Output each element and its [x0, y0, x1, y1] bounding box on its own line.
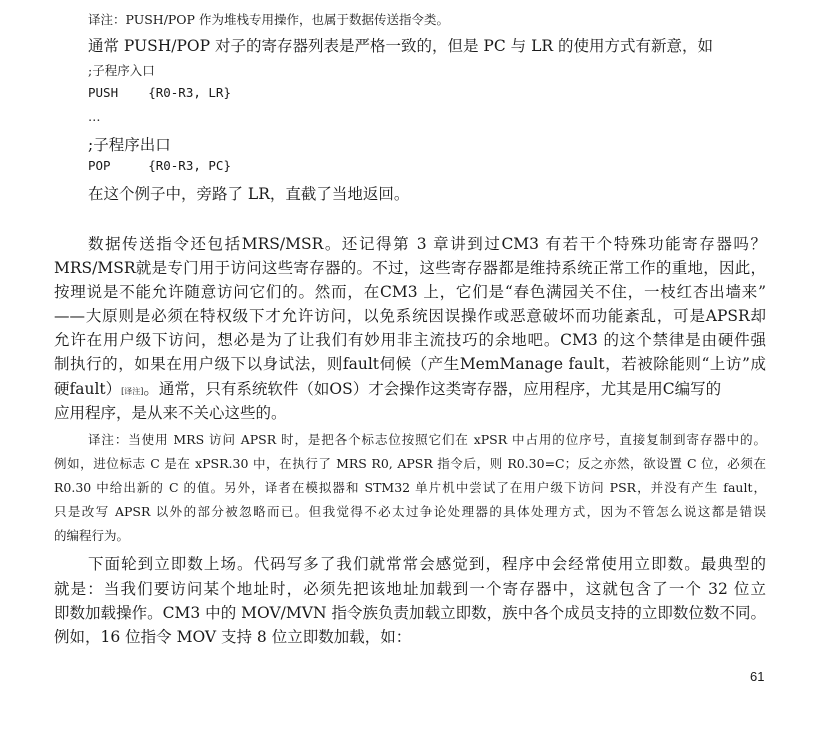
translator-note-apsr-line: R0.30 中给出新的 C 的值。另外，译者在模拟器和 STM32 单片机中尝试了在用户级下访问 PSR，并没有产生 fault，: [54, 480, 766, 495]
paragraph-push-pop: 通常 PUSH/POP 对子的寄存器列表是严格一致的，但是 PC 与 LR 的使用方式有新意，如: [88, 37, 713, 55]
code-comment-entry: ;子程序入口: [88, 63, 155, 78]
system-software-text: 。通常，只有系统软件（如OS）才会操作这类寄存器，应用程序，尤其是用C编写的: [143, 380, 722, 398]
translator-note-apsr-end: 的编程行为。: [54, 528, 130, 543]
paragraph-immediate-line: 即数加载操作。CM3 中的 MOV/MVN 指令族负责加载立即数，族中各个成员支持的立即数位数不同。: [54, 604, 766, 622]
paragraph-mrs-msr-line: 允许在用户级下访问，想必是为了让我们有妙用非主流技巧的余地吧。CM3 的这个禁律是由硬件强: [54, 331, 766, 349]
paragraph-mrs-msr-line: MRS/MSR就是专门用于访问这些寄存器的。不过，这些寄存器都是维持系统正常工作的重地，因此，: [54, 259, 766, 277]
translator-note-push-pop: 译注：PUSH/POP 作为堆栈专用操作，也属于数据传送指令类。: [88, 12, 449, 27]
translator-note-apsr-line: 译注：当使用 MRS 访问 APSR 时，是把各个标志位按照它们在 xPSR 中占用的位序号，直接复制到寄存器中的。: [88, 432, 766, 447]
hard-fault-text: 硬fault）: [54, 380, 122, 398]
paragraph-mrs-msr-line: 按理说是不能允许随意访问它们的。然而，在CM3 上，它们是“春色满园关不住，一枝红杏出墙来”: [54, 283, 766, 301]
page-number: 61: [750, 669, 765, 684]
code-ellipsis: …: [88, 109, 101, 124]
paragraph-mrs-msr-line: ——大原则是必须在特权级下才允许访问，以免系统因误操作或恶意破坏而功能紊乱，可是APSR却: [54, 307, 766, 325]
paragraph-mrs-msr-line: 数据传送指令还包括MRS/MSR。还记得第 3 章讲到过CM3 有若干个特殊功能寄存器吗？: [88, 235, 766, 253]
paragraph-mrs-msr-end: 应用程序，是从来不关心这些的。: [54, 404, 287, 422]
code-line-push: PUSH {R0-R3, LR}: [88, 85, 231, 100]
translator-note-apsr-line: 例如，进位标志 C 是在 xPSR.30 中，在执行了 MRS R0, APSR 指令后，则 R0.30=C；反之亦然，欲设置 C 位，必须在: [54, 456, 766, 471]
paragraph-immediate-line: 下面轮到立即数上场。代码写多了我们就常常会感觉到，程序中会经常使用立即数。最典型的: [88, 555, 766, 573]
paragraph-bypass-lr: 在这个例子中，旁路了 LR，直截了当地返回。: [88, 185, 410, 203]
translator-note-marker: [译注]: [121, 387, 144, 396]
code-comment-exit: ;子程序出口: [88, 136, 171, 154]
code-line-pop: POP {R0-R3, PC}: [88, 158, 231, 173]
paragraph-mrs-msr-line: 制执行的，如果在用户级下以身试法，则fault伺候（产生MemManage fault，若被除能则“上访”成: [54, 355, 766, 373]
translator-note-apsr-line: 只是改写 APSR 以外的部分被忽略而已。但我觉得不必太过争论处理器的具体处理方式，因为不管怎么说这都是错误: [54, 504, 766, 519]
paragraph-mrs-msr-line: [54, 377, 721, 399]
paragraph-immediate-line: 就是：当我们要访问某个地址时，必须先把该地址加载到一个寄存器中，这就包含了一个 32 位立: [54, 580, 766, 598]
paragraph-immediate-end: 例如，16 位指令 MOV 支持 8 位立即数加载，如：: [54, 628, 412, 646]
